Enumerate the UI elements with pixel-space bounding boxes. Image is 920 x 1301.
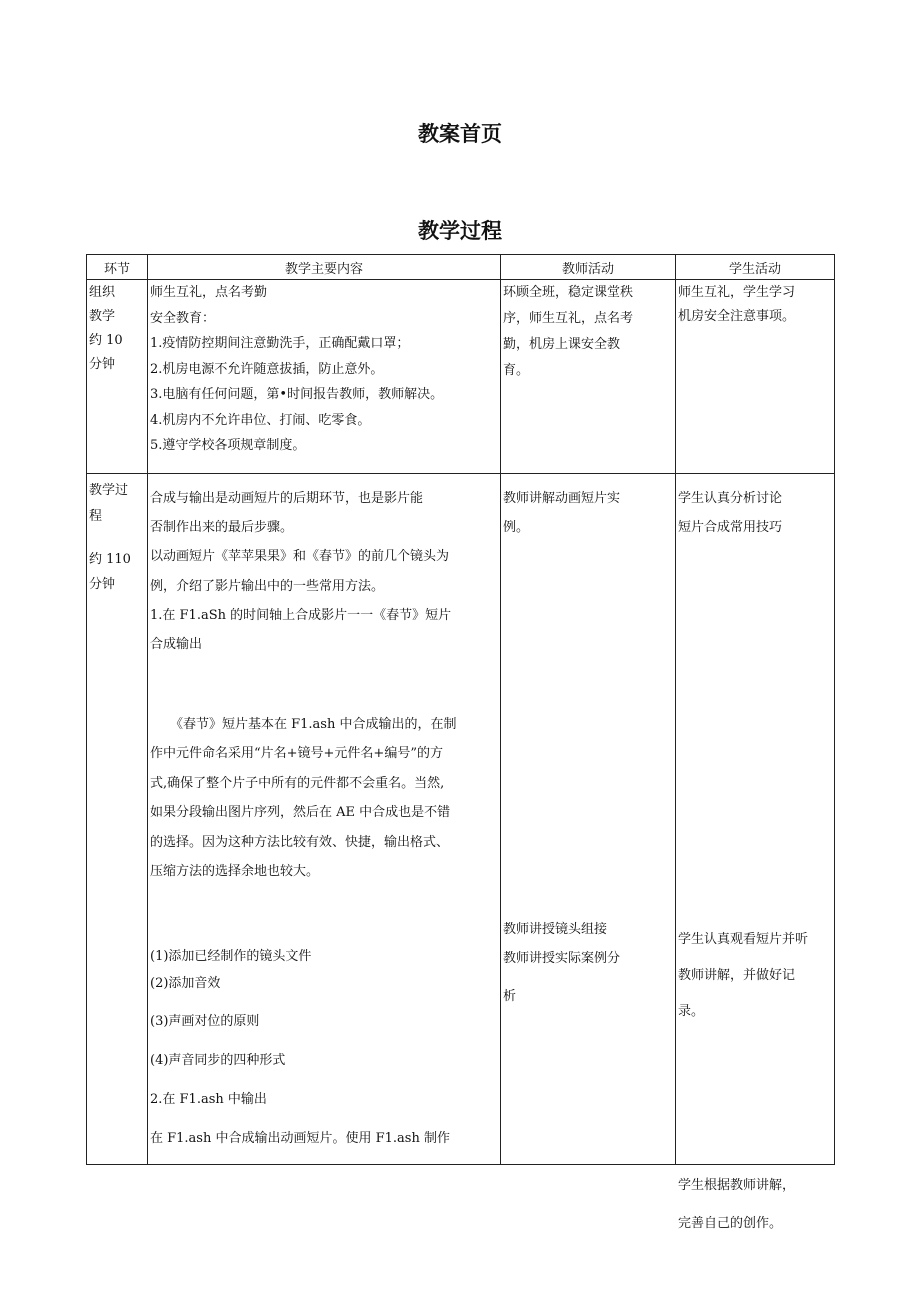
row1-content-line: 安全教育：	[150, 310, 216, 326]
row2-content-line: 1.在 F1.aSh 的时间轴上合成影片一一《春节》短片	[150, 607, 452, 623]
row2-teacher-cell	[501, 474, 676, 1165]
table-row	[87, 280, 835, 474]
row2-content-line: 例，介绍了影片输出中的一些常用方法。	[150, 578, 385, 594]
row2-content-line: 如果分段输出图片序列，然后在 AE 中合成也是不错	[150, 805, 451, 821]
row2-content-line: 合成输出	[150, 637, 203, 653]
row2-content-line: (3)声画对位的原则	[150, 1014, 260, 1029]
row1-teacher-line: 环顾全班，稳定课堂秩	[503, 285, 634, 300]
row2-content-line: 否制作出来的最后步骤。	[150, 520, 294, 536]
row2-student-line: 短片合成常用技巧	[678, 520, 783, 535]
row2-content-line: 合成与输出是动画短片的后期环节，也是影片能	[150, 491, 424, 506]
row2-student-line: 完善自己的创作。	[678, 1216, 783, 1231]
row2-content-line: 的选择。因为这种方法比较有效、快捷，输出格式、	[150, 834, 450, 850]
row1-content-line: 4.机房内不允许串位、打闹、吃零食。	[150, 412, 371, 428]
row2-content-line: 以动画短片《苹苹果果》和《春节》的前几个镜头为	[150, 549, 450, 565]
row2-content-line: 压缩方法的选择余地也较大。	[150, 864, 320, 880]
header-student: 学生活动	[676, 255, 835, 280]
row1-content-line: 3.电脑有任何问题，第•时间报告教师，教师解决。	[150, 387, 444, 402]
page-title-cover: 教案首页	[418, 122, 502, 146]
table-row	[87, 474, 835, 1165]
row2-content-line: (2)添加音效	[150, 976, 221, 991]
row2-teacher-line: 教师讲解动画短片实	[503, 491, 621, 506]
row2-content-line: 在 F1.ash 中合成输出动画短片。使用 F1.ash 制作	[150, 1131, 450, 1146]
row1-stage-line: 教学	[89, 309, 116, 324]
row2-stage-line: 分钟	[89, 577, 116, 592]
row1-student-line: 师生互礼，学生学习	[678, 285, 796, 300]
lesson-plan-table	[86, 254, 835, 1231]
row1-teacher-cell	[501, 280, 676, 474]
row2-student-line: 教师讲解，并做好记	[678, 968, 796, 983]
header-stage: 环节	[87, 255, 148, 280]
row1-stage-line: 分钟	[89, 357, 116, 372]
row2-student-line: 学生认真观看短片并听	[678, 932, 809, 947]
row1-teacher-line: 育。	[503, 363, 530, 378]
row2-stage-line: 教学过	[89, 483, 129, 498]
row2-content-cell	[148, 474, 501, 1165]
row1-content-line: 1.疫情防控期间注意勤洗手，正确配戴口罩；	[150, 336, 410, 351]
row2-content-line: 2.在 F1.ash 中输出	[150, 1092, 267, 1107]
row2-teacher-line: 析	[503, 989, 517, 1004]
row2-stage-cell	[87, 474, 148, 1165]
row1-teacher-line: 序，师生互礼，点名考	[503, 311, 634, 326]
row2-teacher-line: 例。	[503, 520, 530, 535]
row2-student-line: 学生根据教师讲解，	[678, 1178, 796, 1193]
row2-content-line: (1)添加已经制作的镜头文件	[150, 949, 312, 964]
row1-student-line: 机房安全注意事项。	[678, 309, 796, 324]
row1-content-line: 2.机房电源不允许随意拔插，防止意外。	[150, 361, 384, 377]
row2-content-line: 《春节》短片基本在 F1.ash 中合成输出的，在制	[170, 717, 457, 732]
row1-teacher-line: 勤，机房上课安全教	[503, 337, 621, 352]
row2-teacher-line: 教师讲授镜头组接	[503, 922, 608, 937]
row2-stage-line: 程	[89, 509, 103, 524]
header-content: 教学主要内容	[148, 255, 501, 280]
row1-content-line: 5.遵守学校各项规章制度。	[150, 438, 306, 453]
row2-content-line: (4)声音同步的四种形式	[150, 1053, 286, 1068]
row2-student-line: 学生认真分析讨论	[678, 491, 783, 506]
row1-content-cell	[148, 280, 501, 474]
row1-stage-line: 约 10	[89, 333, 123, 348]
table-header-row	[87, 255, 835, 280]
row1-student-cell	[676, 280, 835, 474]
row1-stage-line: 组织	[89, 285, 116, 300]
header-teacher: 教师活动	[501, 255, 676, 280]
page-title-process: 教学过程	[418, 219, 502, 243]
row2-content-line: 作中元件命名采用“片名+镜号+元件名+编号”的方	[150, 746, 443, 762]
row2-student-line: 录。	[678, 1004, 705, 1019]
row1-stage-cell	[87, 280, 148, 474]
row2-teacher-line: 教师讲授实际案例分	[503, 951, 621, 966]
row2-content-line: 式,确保了整个片子中所有的元件都不会重名。当然,	[150, 775, 445, 791]
row1-content-line: 师生互礼，点名考勤	[150, 285, 268, 300]
row2-student-cell	[676, 474, 835, 1231]
row2-stage-line: 约 110	[89, 552, 131, 567]
